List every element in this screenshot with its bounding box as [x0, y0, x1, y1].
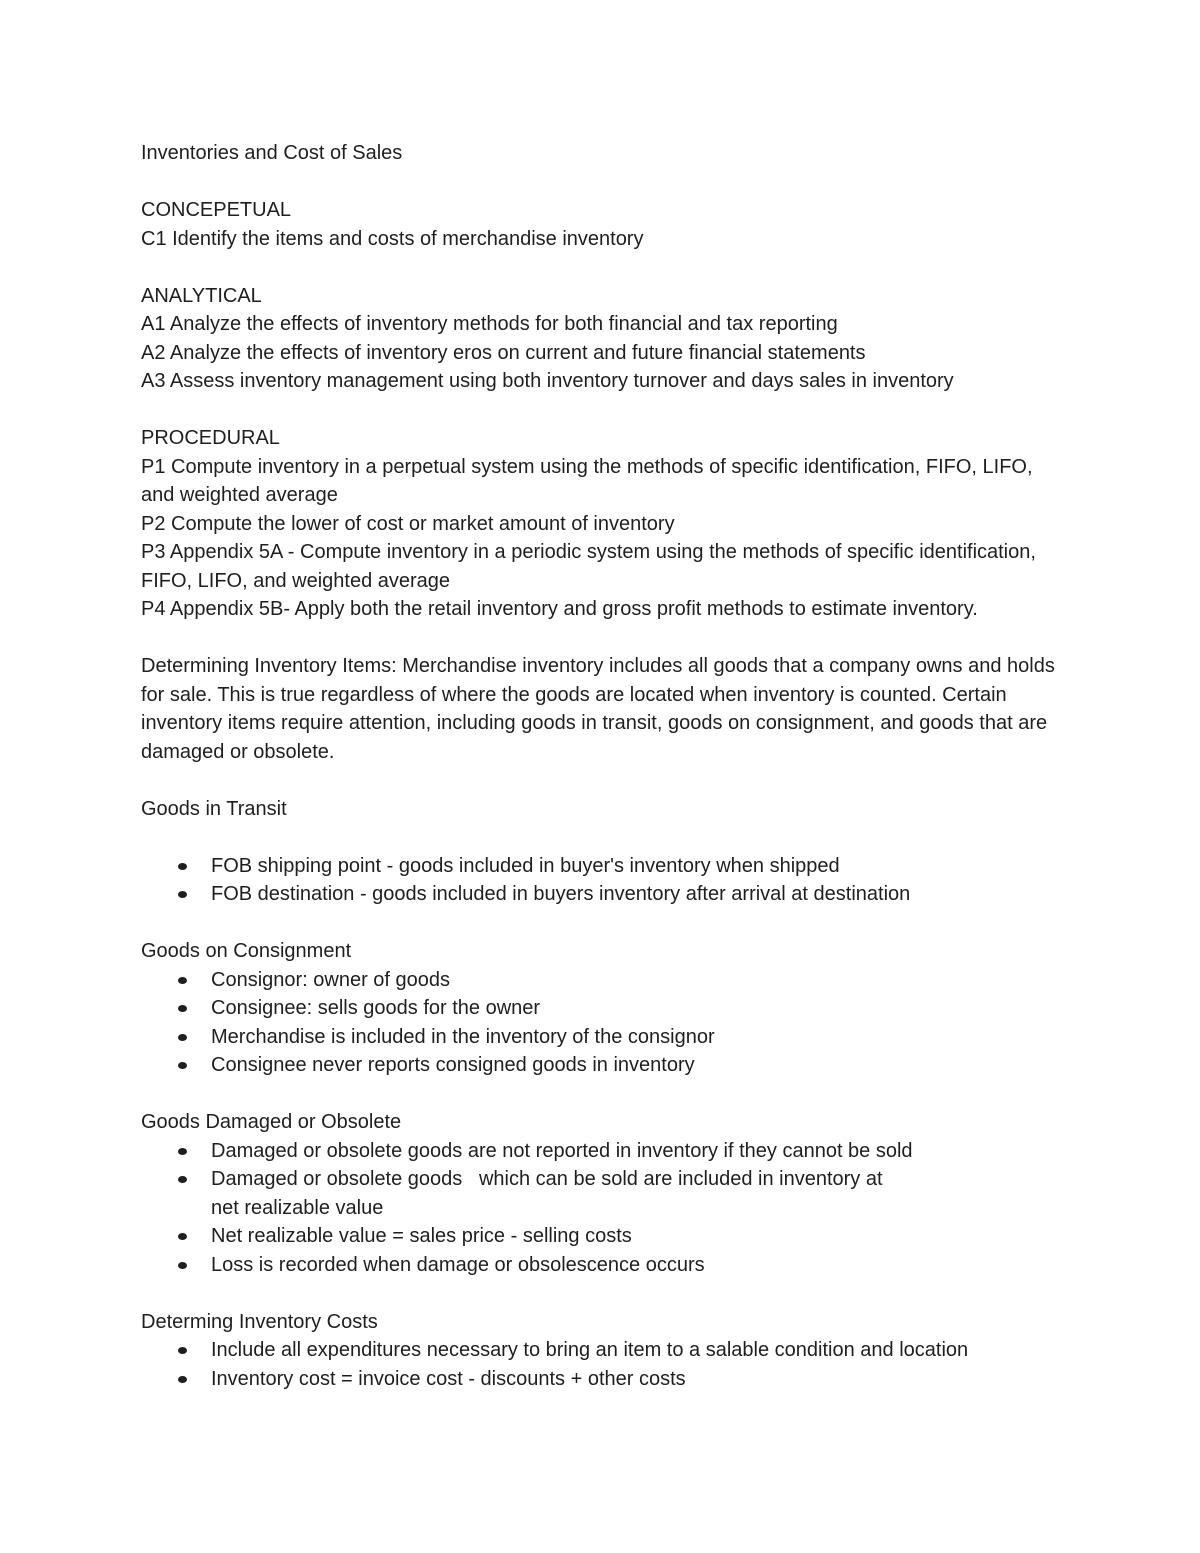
analytical-item: A3 Assess inventory management using both inventory turnover and days sales in inventory	[141, 370, 954, 392]
procedural-item: P2 Compute the lower of cost or market amount of inventory	[141, 512, 675, 535]
bullet-icon	[178, 1034, 187, 1041]
list-item: Loss is recorded when damage or obsolescence occurs	[141, 1251, 1061, 1280]
bullet-icon	[178, 1347, 187, 1354]
bullet-icon	[178, 1062, 187, 1069]
document-title: Inventories and Cost of Sales	[141, 142, 403, 164]
bullet-icon	[178, 977, 187, 984]
list-item: Net realizable value = sales price - selling costs	[141, 1222, 1061, 1251]
bullet-icon	[178, 891, 187, 898]
determining-costs-heading: Determing Inventory Costs	[141, 1310, 378, 1333]
bullet-icon	[178, 1262, 187, 1269]
goods-in-transit-list	[141, 852, 1061, 909]
document-page	[141, 139, 1061, 1393]
conceptual-heading: CONCEPETUAL	[141, 199, 292, 221]
list-item: Include all expenditures necessary to bring an item to a salable condition and location	[141, 1336, 1061, 1365]
bullet-icon	[178, 1148, 187, 1155]
analytical-heading: ANALYTICAL	[141, 284, 262, 307]
bullet-icon	[178, 1176, 187, 1183]
list-item: Merchandise is included in the inventory of the consignor	[141, 1023, 1061, 1052]
procedural-item: P3 Appendix 5A - Compute inventory in a periodic system using the methods of specific identification, FIFO, LIFO, and weighted average	[141, 541, 1036, 592]
bullet-icon	[178, 1233, 187, 1240]
bullet-icon	[178, 1376, 187, 1383]
bullet-icon	[178, 1005, 187, 1012]
determining-costs-list	[141, 1336, 1061, 1393]
goods-in-transit-heading: Goods in Transit	[141, 797, 287, 820]
procedural-item: P1 Compute inventory in a perpetual system using the methods of specific identification, FIFO, LIFO, and weighted average	[141, 455, 1033, 506]
goods-on-consignment-heading: Goods on Consignment	[141, 940, 352, 962]
list-item: Consignee never reports consigned goods in inventory	[141, 1051, 1061, 1080]
analytical-item: A2 Analyze the effects of inventory eros on current and future financial statements	[141, 341, 866, 364]
determining-items-paragraph: Determining Inventory Items: Merchandise inventory includes all goods that a company owns and holds for sale. This is true regardless of where the goods are located when inventory is counted. Certain inventory items require attention, including goods in transit, goods on consignment, and goods that are damaged or obsolete.	[141, 655, 1055, 763]
goods-damaged-heading: Goods Damaged or Obsolete	[141, 1111, 402, 1133]
goods-damaged-list	[141, 1137, 1061, 1280]
conceptual-item: C1 Identify the items and costs of merchandise inventory	[141, 227, 644, 250]
list-item: FOB shipping point - goods included in buyer's inventory when shipped	[141, 852, 1061, 881]
goods-on-consignment-list	[141, 966, 1061, 1080]
analytical-item: A1 Analyze the effects of inventory methods for both financial and tax reporting	[141, 313, 838, 335]
list-item: Inventory cost = invoice cost - discounts + other costs	[141, 1365, 1061, 1394]
list-item: Consignor: owner of goods	[141, 966, 1061, 995]
list-item: FOB destination - goods included in buyers inventory after arrival at destination	[141, 880, 1061, 909]
procedural-item: P4 Appendix 5B- Apply both the retail inventory and gross profit methods to estimate inventory.	[141, 598, 978, 620]
bullet-icon	[178, 863, 187, 870]
list-item: Damaged or obsolete goods which can be sold are included in inventory at net realizable value	[141, 1165, 911, 1222]
list-item: Consignee: sells goods for the owner	[141, 994, 1061, 1023]
list-item: Damaged or obsolete goods are not reported in inventory if they cannot be sold	[141, 1137, 1061, 1166]
procedural-heading: PROCEDURAL	[141, 427, 280, 449]
